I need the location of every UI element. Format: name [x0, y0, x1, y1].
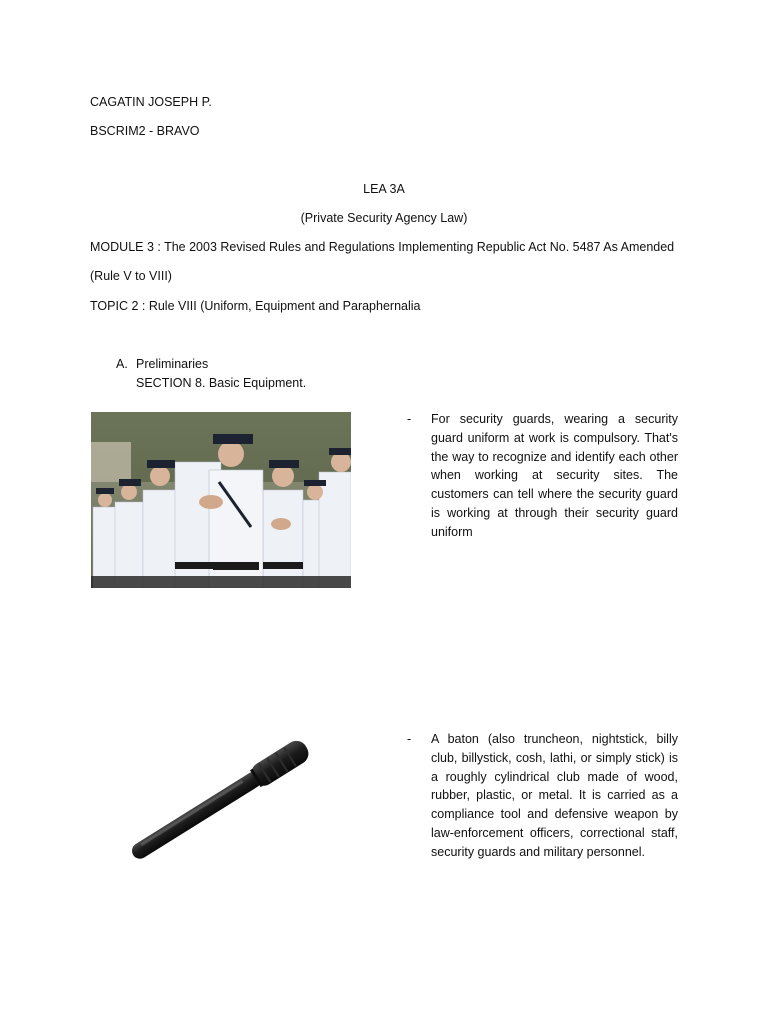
- baton-image: [110, 720, 340, 880]
- item-1-text: For security guards, wearing a security guard uniform at work is compulsory. That's the way to recognize and identify each other when working at security sites. The customers can tell where the security guard is working at through their security guard uniform: [431, 412, 678, 539]
- course-code: LEA 3A: [363, 182, 405, 196]
- security-guards-photo: [91, 412, 351, 588]
- student-name: CAGATIN JOSEPH P.: [90, 95, 212, 109]
- module-rules: (Rule V to VIII): [90, 269, 172, 283]
- module-title: MODULE 3 : The 2003 Revised Rules and Regulations Implementing Republic Act No. 5487 As Amended: [90, 240, 675, 254]
- outline-heading: Preliminaries: [136, 357, 209, 371]
- student-section: BSCRIM2 - BRAVO: [90, 124, 200, 138]
- outline-marker: A.: [116, 357, 128, 371]
- topic-title: TOPIC 2 : Rule VIII (Uniform, Equipment and Paraphernalia: [90, 299, 421, 313]
- outline-section: SECTION 8. Basic Equipment.: [136, 376, 307, 390]
- course-subtitle: (Private Security Agency Law): [300, 211, 468, 225]
- item-1-bullet: -: [407, 412, 412, 426]
- item-2-text: A baton (also truncheon, nightstick, billy club, billystick, cosh, lathi, or simply stick) is a roughly cylindrical club made of wood, rubber, plastic, or metal. It is carried as a compliance tool and defensive weapon by law-enforcement officers, correctional staff, security guards and military personnel.: [431, 732, 678, 859]
- item-2-bullet: -: [407, 732, 412, 746]
